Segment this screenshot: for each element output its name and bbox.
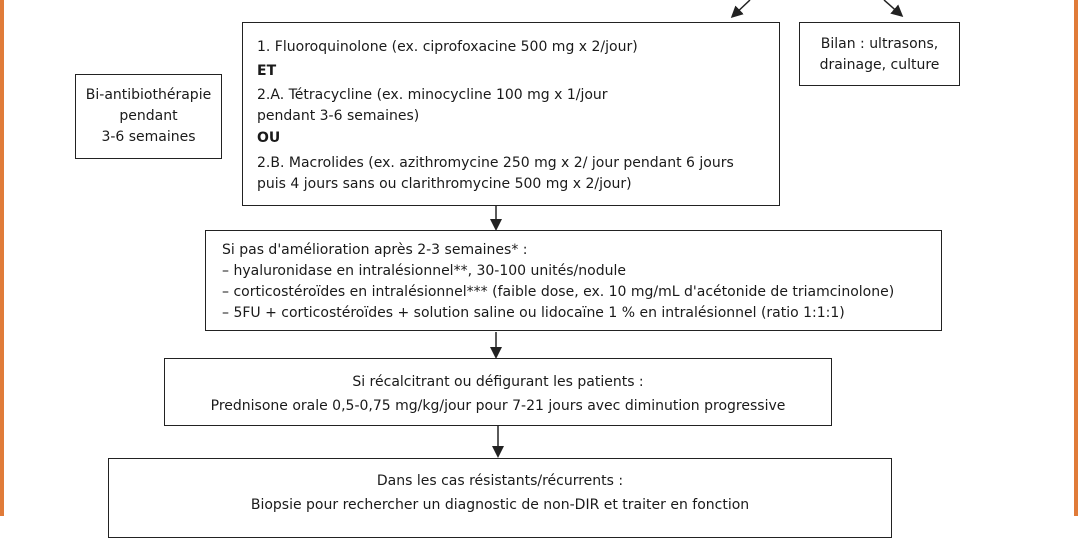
side-box-line: Bi-antibiothérapie — [85, 87, 212, 103]
macrolides-continued-line: puis 4 jours sans ou clarithromycine 500 mg x 2/jour) — [257, 175, 632, 192]
no-improvement-title: Si pas d'amélioration après 2-3 semaines* : — [222, 242, 528, 258]
macrolides-line: 2.B. Macrolides (ex. azithromycine 250 mg x 2/ jour pendant 6 jours — [257, 154, 734, 171]
arrow-to-bilan-box — [884, 0, 901, 15]
et-label: ET — [257, 62, 277, 79]
treatment-option-item: – 5FU + corticostéroïdes + solution saline ou lidocaïne 1 % en intralésionnel (ratio 1:1:1) — [222, 305, 845, 321]
bilan-line: drainage, culture — [819, 57, 940, 73]
no-improvement-box — [205, 230, 942, 331]
treatment-option-item: – hyaluronidase en intralésionnel**, 30-100 unités/nodule — [222, 263, 626, 279]
resistant-cases-box — [108, 458, 892, 538]
ou-label: OU — [257, 130, 281, 146]
treatment-option-item: – corticostéroïdes en intralésionnel*** (faible dose, ex. 10 mg/mL d'acétonide de triamcinolone) — [222, 284, 895, 300]
prednisone-line: Prednisone orale 0,5-0,75 mg/kg/jour pour 7-21 jours avec diminution progressive — [210, 398, 786, 414]
bi-antibiotherapy-box — [75, 74, 222, 159]
tetracycline-line: 2.A. Tétracycline (ex. minocycline 100 mg x 1/jour — [257, 87, 608, 103]
recalcitrant-box — [164, 358, 832, 426]
resistant-title: Dans les cas résistants/récurrents : — [376, 473, 624, 489]
arrow-to-antibiotic-box — [733, 0, 750, 16]
biopsy-line: Biopsie pour rechercher un diagnostic de non-DIR et traiter en fonction — [250, 497, 750, 513]
tetracycline-duration-line: pendant 3-6 semaines) — [257, 108, 420, 124]
bilan-box — [799, 22, 960, 86]
fluoroquinolone-line: 1. Fluoroquinolone (ex. ciprofoxacine 500 mg x 2/jour) — [257, 39, 638, 55]
antibiotic-regimen-box — [242, 22, 780, 206]
side-box-line: pendant — [119, 108, 178, 124]
side-box-line: 3-6 semaines — [101, 129, 196, 145]
recalcitrant-title: Si récalcitrant ou défigurant les patients : — [352, 374, 644, 390]
bilan-line: Bilan : ultrasons, — [820, 36, 939, 52]
